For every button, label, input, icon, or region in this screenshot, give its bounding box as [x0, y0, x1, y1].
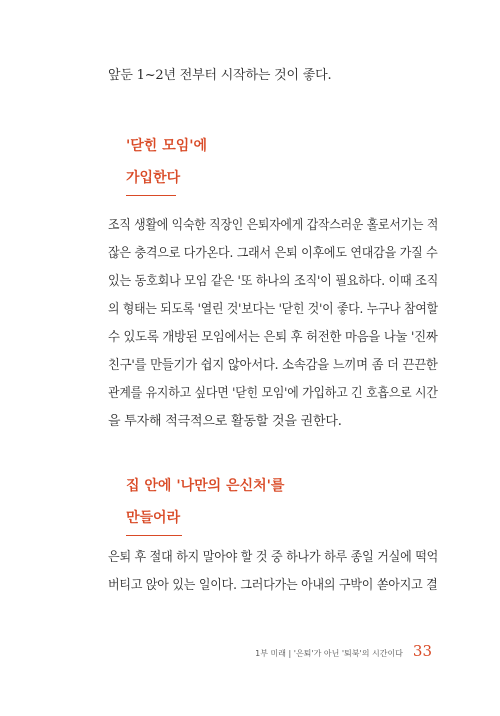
section2-heading-line-2 [126, 504, 284, 536]
section1-heading-text-2: 가입한다 [126, 170, 181, 186]
section1-heading-text-1: '닫힌 모임'에 [126, 138, 208, 154]
section2-heading-text-2: 만들어라 [126, 510, 181, 526]
section1-heading [126, 132, 207, 196]
page-number: 33 [412, 642, 432, 660]
paragraph-line: 조직 생활에 익숙한 직장인 은퇴자에게 갑작스러운 홀로서기는 적 [108, 218, 439, 233]
section1-heading-line-1 [126, 132, 207, 164]
section2-heading [126, 472, 284, 536]
paragraph-line: 친구'를 만들기가 쉽지 않아서다. 소속감을 느끼며 좀 더 끈끈한 [108, 358, 438, 373]
paragraph-line: 버티고 앉아 있는 일이다. 그러다가는 아내의 구박이 쏟아지고 결 [108, 578, 438, 593]
paragraph-line: 있는 동호회나 모임 같은 '또 하나의 조직'이 필요하다. 이때 조직 [108, 274, 439, 289]
paragraph-line: 은퇴 후 절대 하지 말아야 할 것 중 하나가 하루 종일 거실에 떡억 [108, 550, 439, 565]
paragraph-line: 을 투자해 적극적으로 활동할 것을 권한다. [108, 414, 342, 429]
paragraph-line: 관계를 유지하고 싶다면 '닫힌 모임'에 가입하고 긴 호흡으로 시간 [108, 386, 438, 401]
intro-line: 앞둔 1~2년 전부터 시작하는 것이 좋다. [108, 68, 332, 83]
page-footer [255, 642, 432, 660]
paragraph-line: 의 형태는 되도록 '열린 것'보다는 '닫힌 것'이 좋다. 누구나 참여할 [108, 302, 438, 317]
paragraph-line: 잖은 충격으로 다가온다. 그래서 은퇴 이후에도 연대감을 가질 수 [108, 246, 438, 261]
section2-heading-line-1 [126, 472, 284, 504]
section1-heading-underline [126, 195, 176, 197]
paragraph-line: 수 있도록 개방된 모임에서는 은퇴 후 허전한 마음을 나눌 '진짜 [108, 330, 438, 345]
section1-heading-line-2 [126, 164, 207, 196]
running-title: 1부 미래 | '은퇴'가 아닌 '퇴북'의 시간이다 [255, 649, 403, 658]
section2-heading-text-1: 집 안에 '나만의 은신처'를 [126, 478, 285, 494]
section2-heading-underline [126, 535, 182, 537]
